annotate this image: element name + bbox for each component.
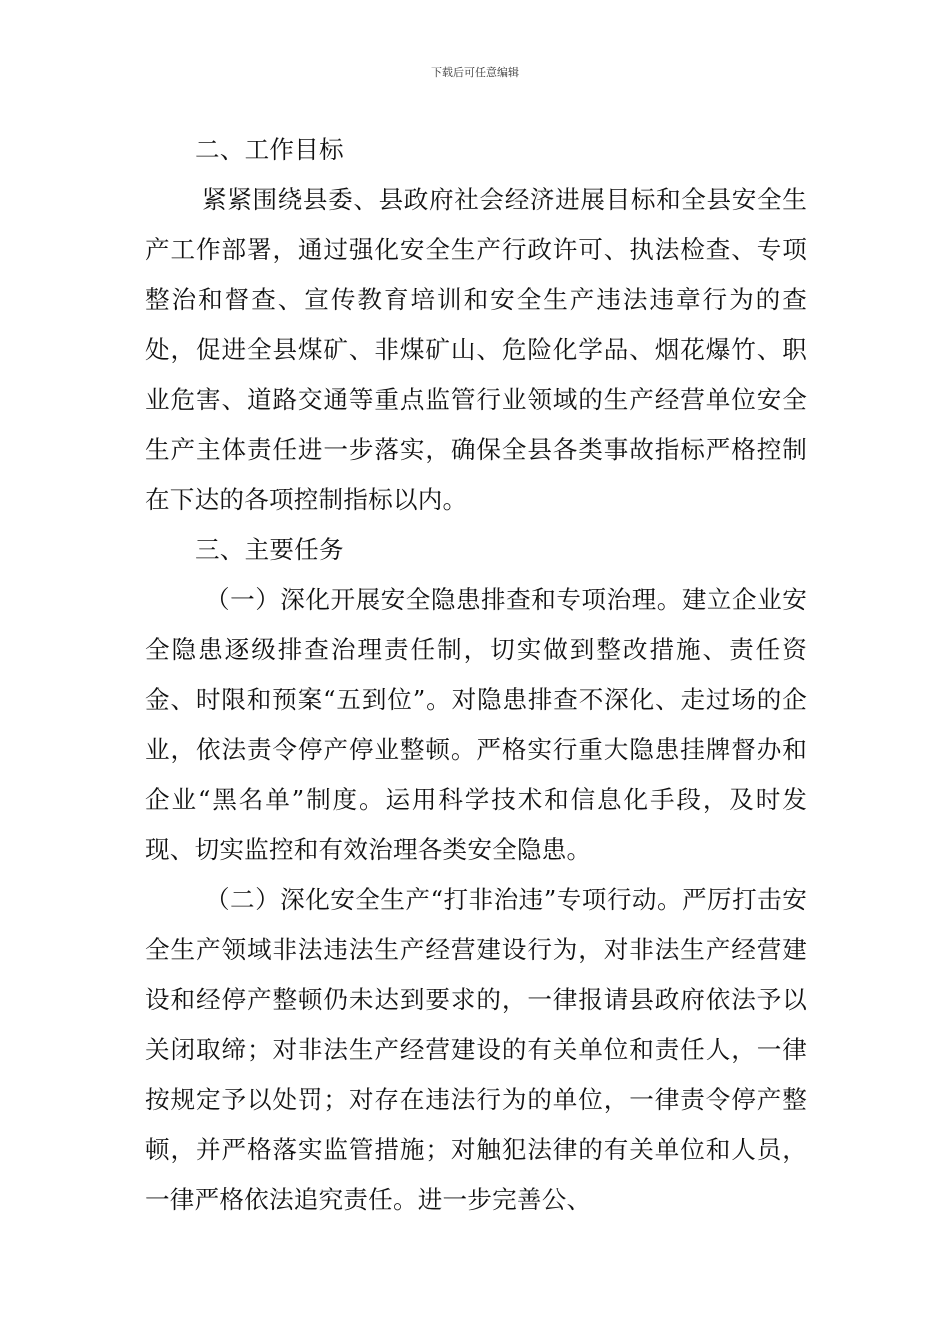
document-body — [145, 125, 807, 1225]
task-item-two: （二）深化安全生产“打非治违”专项行动。严厉打击安全生产领域非法违法生产经营建设行为，对非法生产经营建设和经停产整顿仍未达到要求的，一律报请县政府依法予以关闭取缔；对非法生产经营建设的有关单位和责任人，一律按规定予以处罚；对存在违法行为的单位，一律责令停产整顿，并严格落实监管措施；对触犯法律的有关单位和人员，一律严格依法追究责任。进一步完善公、 — [145, 885, 807, 1214]
section-two-paragraph: 紧紧围绕县委、县政府社会经济进展目标和全县安全生产工作部署，通过强化安全生产行政许可、执法检查、专项整治和督查、宣传教育培训和安全生产违法违章行为的查处，促进全县煤矿、非煤矿山、危险化学品、烟花爆竹、职业危害、道路交通等重点监管行业领域的生产经营单位安全生产主体责任进一步落实，确保全县各类事故指标严格控制在下达的各项控制指标以内。 — [145, 185, 807, 514]
page-header: 下载后可任意编辑 — [431, 66, 519, 79]
section-three-heading: 三、主要任务 — [195, 535, 344, 564]
section-two-heading: 二、工作目标 — [195, 135, 344, 164]
task-item-one: （一）深化开展安全隐患排查和专项治理。建立企业安全隐患逐级排查治理责任制，切实做到整改措施、责任资金、时限和预案“五到位”。对隐患排查不深化、走过场的企业，依法责令停产停业整顿。严格实行重大隐患挂牌督办和企业“黑名单”制度。运用科学技术和信息化手段，及时发现、切实监控和有效治理各类安全隐患。 — [145, 585, 807, 864]
